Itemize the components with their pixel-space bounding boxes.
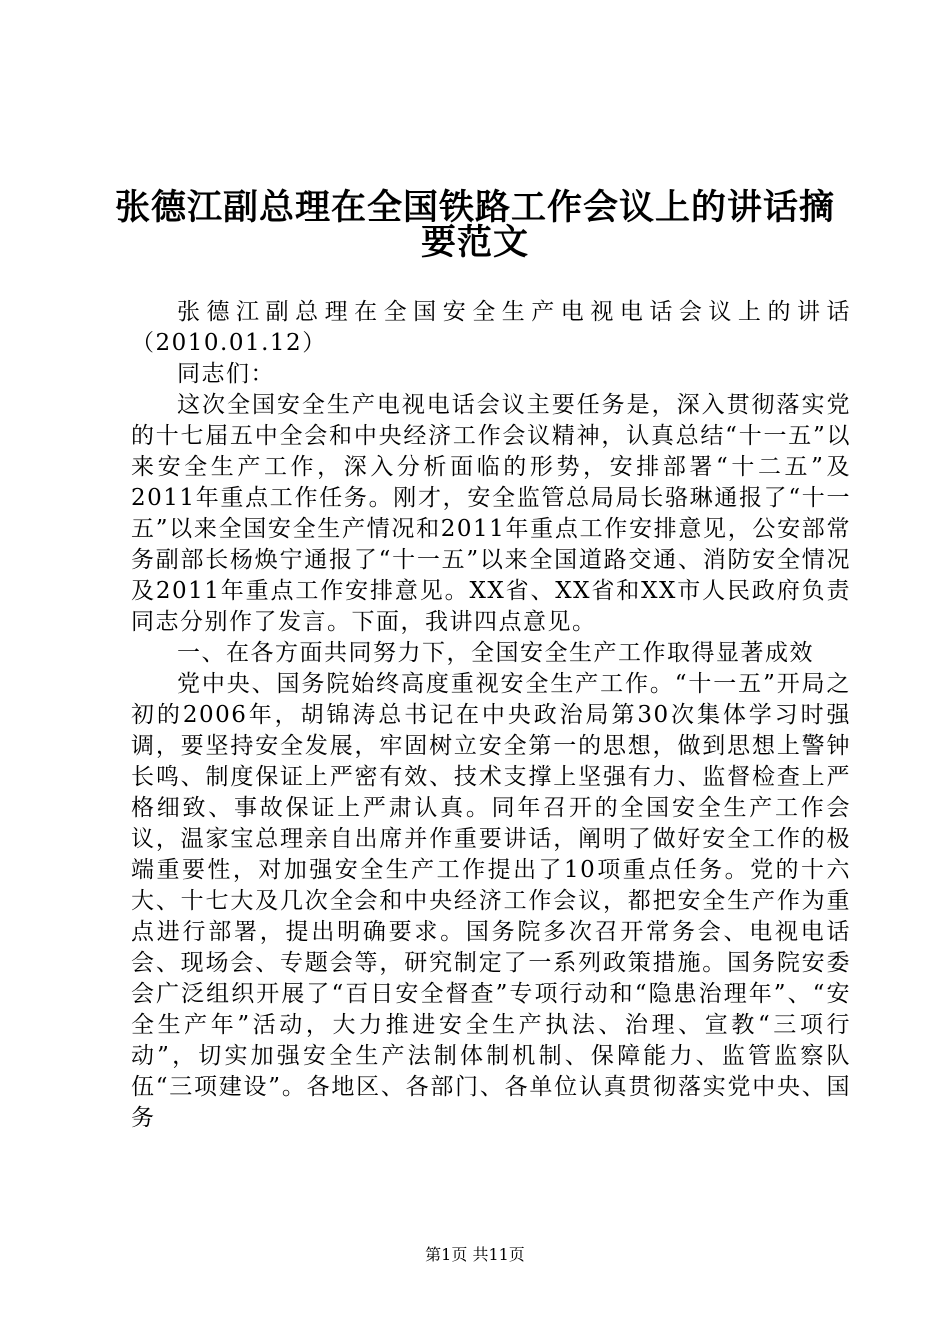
- document-title-line-1: 张德江副总理在全国铁路工作会议上的讲话摘: [114, 188, 835, 228]
- page-footer: 第1页 共11页: [425, 1245, 525, 1264]
- document-body: [131, 297, 851, 1134]
- document-title-line-2: 要范文: [420, 223, 529, 263]
- body-paragraph: 党中央、国务院始终高度重视安全生产工作。“十一五”开局之初的2006年，胡锦涛总书记在中央政治局第30次集体学习时强调，要坚持安全发展，牢固树立安全第一的思想，做到思想上警钟长鸣、制度保证上严密有效、技术支撑上坚强有力、监督检查上严格细致、事故保证上严肃认真。同年召开的全国安全生产工作会议，温家宝总理亲自出席并作重要讲话，阐明了做好安全工作的极端重要性，对加强安全生产工作提出了10项重点任务。党的十六大、十七大及几次全会和中央经济工作会议，都把安全生产作为重点进行部署，提出明确要求。国务院多次召开常务会、电视电话会、现场会、专题会等，研究制定了一系列政策措施。国务院安委会广泛组织开展了“百日安全督查”专项行动和“隐患治理年”、“安全生产年”活动，大力推进安全生产执法、治理、宣教“三项行动”，切实加强安全生产法制体制机制、保障能力、监管监察队伍“三项建设”。各地区、各部门、各单位认真贯彻落实党中央、国务: [131, 671, 851, 1131]
- body-paragraph: 这次全国安全生产电视电话会议主要任务是，深入贯彻落实党的十七届五中全会和中央经济工作会议精神，认真总结“十一五”以来安全生产工作，深入分析面临的形势，安排部署“十二五”及2011年重点工作任务。刚才，安全监管总局局长骆琳通报了“十一五”以来全国安全生产情况和2011年重点工作安排意见，公安部常务副部长杨焕宁通报了“十一五”以来全国道路交通、消防安全情况及2011年重点工作安排意见。XX省、XX省和XX市人民政府负责同志分别作了发言。下面，我讲四点意见。: [131, 392, 851, 635]
- subtitle-paragraph: 张德江副总理在全国安全生产电视电话会议上的讲话（2010.01.12）: [131, 299, 851, 356]
- section-heading: 一、在各方面共同努力下，全国安全生产工作取得显著成效: [177, 640, 814, 666]
- salutation-paragraph: 同志们：: [177, 361, 275, 387]
